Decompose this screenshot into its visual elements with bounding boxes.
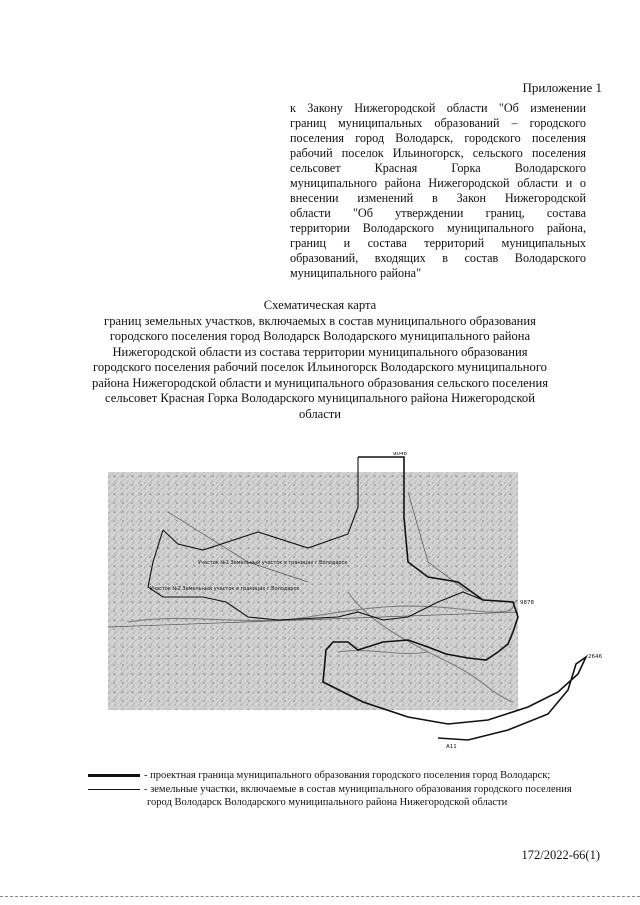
legend-thin-line-swatch: [88, 789, 140, 790]
point-label: 9048: [393, 452, 407, 457]
law-reference-line: к Закону Нижегородской области "Об изменении: [290, 101, 586, 115]
map-title-line: области: [298, 406, 342, 421]
map-title-line: городского поселения рабочий поселок Ильиногорск Володарского муниципального: [93, 360, 547, 374]
point-label: 2646: [588, 654, 602, 660]
law-reference-line: границ муниципальных образований – городского: [290, 116, 586, 130]
inset-label-2: Участок №2 Земельный участок в границах г.Володарск: [150, 586, 300, 592]
map-title: [0, 298, 640, 422]
legend-text: - земельные участки, включаемые в состав муниципального образования городского поселения: [144, 784, 572, 795]
law-reference-line: образований, входящих в состав Володарского: [290, 251, 586, 265]
map-title-line: района Нижегородской области и муниципального образования сельского поселения: [92, 375, 548, 390]
law-reference-line: границ и состава территорий муниципальных: [290, 236, 586, 250]
law-reference-line: рабочий поселок Ильиногорск, сельского поселения: [290, 146, 586, 160]
law-reference-line: внесении изменений в Закон Нижегородской: [290, 191, 586, 205]
legend-item-land-plots: [88, 783, 608, 811]
point-label: 9878: [520, 600, 534, 606]
point-label: A11: [446, 744, 457, 750]
map-title-line: Нижегородской области из состава территории муниципального образования: [112, 344, 528, 359]
map-legend: [88, 769, 608, 811]
scan-edge-divider: [0, 896, 640, 899]
law-reference-line: территории Володарского муниципального района,: [290, 221, 586, 235]
schematic-map: [108, 452, 608, 752]
legend-thick-line-swatch: [88, 774, 140, 777]
map-title-line: границ земельных участков, включаемых в состав муниципального образования: [104, 313, 536, 328]
law-reference: [290, 101, 586, 281]
map-heading: Схематическая карта: [263, 298, 377, 312]
inset-label-1: Участок №1 Земельный участок в границах г.Володарск: [198, 560, 348, 566]
map-title-line: сельсовет Красная Горка Володарского муниципального района Нижегородской: [105, 391, 535, 405]
appendix-label: Приложение 1: [522, 80, 602, 95]
legend-text-continuation: город Володарск Володарского муниципального района Нижегородской области: [147, 797, 508, 808]
law-reference-line: сельсовет Красная Горка Володарского: [290, 161, 586, 175]
law-reference-line: муниципального района Нижегородской области и о: [290, 176, 586, 190]
legend-item-project-boundary: [88, 769, 608, 783]
document-number: 172/2022-66(1): [521, 848, 600, 862]
map-title-line: городского поселения город Володарск Володарского муниципального района: [109, 329, 531, 343]
law-reference-line: поселения город Володарск, городского поселения: [290, 131, 586, 145]
law-reference-line: муниципального района": [290, 266, 422, 280]
legend-text: - проектная граница муниципального образования городского поселения город Володарск;: [144, 770, 551, 781]
law-reference-line: области "Об утверждении границ, состава: [290, 206, 586, 220]
